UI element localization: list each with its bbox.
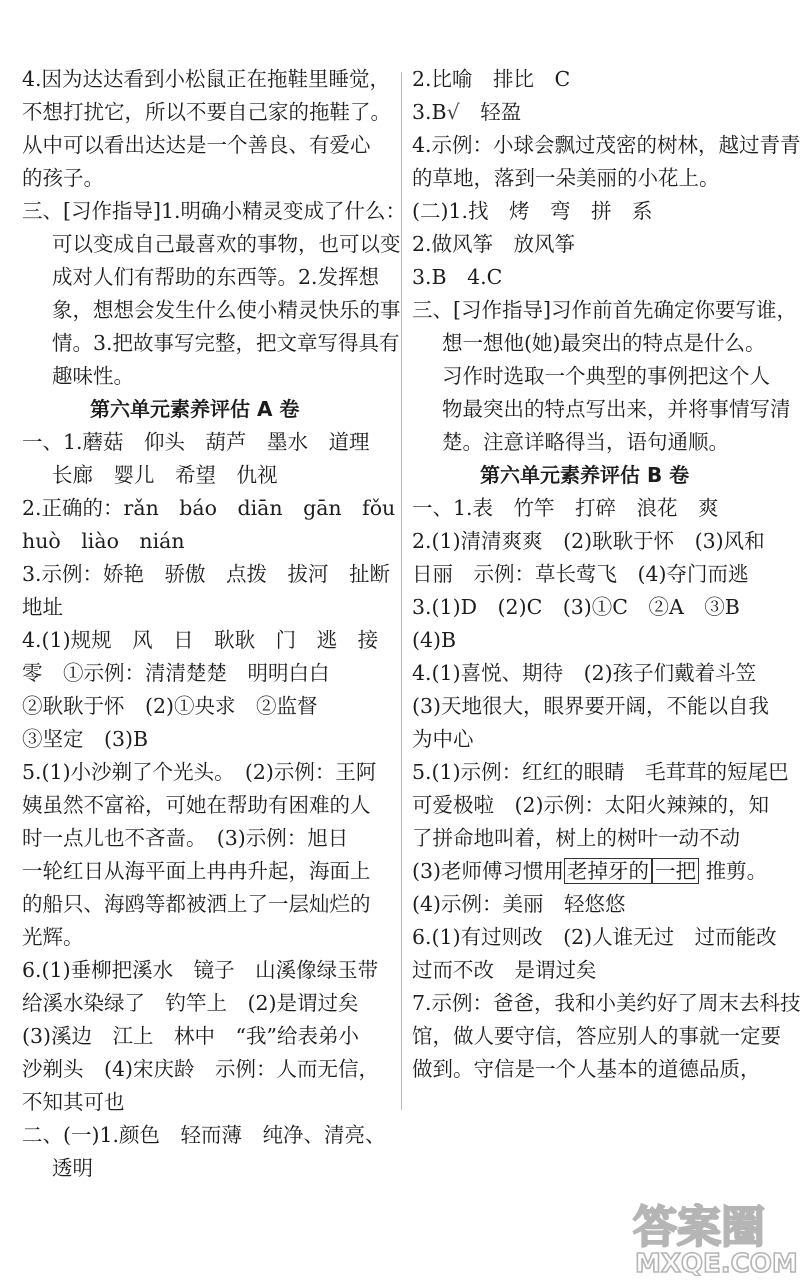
answer-text: 三、[习作指导]习作前首先确定你要写谁， — [412, 298, 797, 322]
answer-line — [22, 559, 390, 589]
answer-text: (3)溪边 江上 林中 “我”给表弟小 — [22, 1024, 359, 1048]
answer-line — [412, 64, 570, 94]
answer-line — [52, 295, 401, 325]
answer-line — [22, 757, 376, 787]
answer-text: 日丽 示例：草长莺飞 (4)夺门而逃 — [412, 562, 749, 586]
answer-text: 3.(1)D (2)C (3)①C ②A ③B — [412, 595, 740, 619]
answer-line — [22, 922, 84, 952]
answer-text: 4.(1)喜悦、期待 (2)孩子们戴着斗笠 — [412, 661, 757, 685]
answer-line — [22, 955, 378, 985]
answer-text: 4.因为达达看到小松鼠正在拖鞋里睡觉， — [22, 67, 391, 91]
answer-line — [412, 922, 777, 952]
answer-line — [22, 1120, 386, 1150]
answer-text: 不想打扰它，所以不要自己家的拖鞋了。 — [22, 100, 391, 124]
answer-text: 2.正确的：rǎn báo diān gān fǒu — [22, 496, 396, 520]
answer-line — [22, 64, 390, 94]
answer-line — [22, 130, 371, 160]
answer-line — [442, 328, 766, 358]
answer-text: 三、[习作指导]1.明确小精灵变成了什么： — [22, 199, 407, 223]
answer-line — [412, 988, 801, 1018]
answer-text: ③坚定 (3)B — [22, 727, 149, 751]
answer-text: 7.示例：爸爸，我和小美约好了周末去科技 — [412, 991, 801, 1015]
answer-line — [22, 163, 104, 193]
answer-line — [412, 229, 575, 259]
answer-text: 6.(1)垂柳把溪水 镜子 山溪像绿玉带 — [22, 958, 379, 982]
answer-line — [22, 196, 406, 226]
answer-line — [22, 988, 359, 1018]
answer-text: 二、(一)1.颜色 轻而薄 纯净、清亮、 — [22, 1123, 386, 1147]
answer-text: 一、1.蘑菇 仰头 葫芦 墨水 道理 — [22, 430, 370, 454]
answer-text: 第六单元素养评估 B 卷 — [480, 463, 690, 487]
answer-line — [22, 691, 318, 721]
answer-text: 沙剃头 (4)宋庆龄 示例：人而无信， — [22, 1057, 380, 1081]
answer-text: 成对人们有帮助的东西等。2.发挥想 — [52, 265, 380, 289]
answer-text: huò liào nián — [22, 529, 185, 553]
answer-line — [22, 1021, 359, 1051]
answer-line — [412, 526, 765, 556]
answer-text: 4.示例：小球会飘过茂密的树林，越过青青 — [412, 133, 801, 157]
answer-line — [442, 394, 791, 424]
section-heading — [90, 394, 299, 424]
answer-line — [412, 724, 474, 754]
answer-text: 做到。守信是一个人基本的道德品质， — [412, 1057, 761, 1081]
answer-text: (3)老师傅习惯用 — [412, 859, 565, 883]
answer-text: 时一点儿也不吝啬。 (3)示例：旭日 — [22, 826, 349, 850]
answer-text: 的孩子。 — [22, 166, 104, 190]
answer-text: 4.(1)规规 风 日 耿耿 门 逃 接 — [22, 628, 379, 652]
answer-text: 不知其可也 — [22, 1090, 125, 1114]
boxed-word: 老掉牙的 — [564, 858, 652, 884]
answer-text: (4)示例：美丽 轻悠悠 — [412, 892, 626, 916]
answer-line — [22, 625, 378, 655]
answer-line — [412, 658, 756, 688]
answer-line — [52, 1153, 93, 1183]
answer-text: 过而不改 是谓过矣 — [412, 958, 597, 982]
check-mark: √ — [446, 100, 460, 124]
answer-line — [442, 427, 729, 457]
answer-line — [22, 97, 391, 127]
answer-line — [52, 262, 379, 292]
watermark-bottom-text: MXQE.COM — [635, 1249, 798, 1276]
answer-text: ②耿耿于怀 (2)①央求 ②监督 — [22, 694, 318, 718]
answer-text: (4)B — [412, 628, 457, 652]
answer-text: 5.(1)小沙剃了个光头。 (2)示例：王阿 — [22, 760, 377, 784]
answer-line — [22, 889, 371, 919]
column-divider — [401, 72, 402, 1110]
answer-line — [412, 856, 767, 886]
answer-text: 第六单元素养评估 A 卷 — [90, 397, 300, 421]
answer-line — [412, 130, 801, 160]
answer-line — [412, 559, 749, 589]
answer-text: 2.比喻 排比 C — [412, 67, 571, 91]
answer-line — [52, 328, 400, 358]
answer-text: 5.(1)示例：红红的眼睛 毛茸茸的短尾巴 — [412, 760, 789, 784]
answer-line — [412, 823, 740, 853]
answer-line — [22, 823, 348, 853]
answer-text: 的船只、海鸥等都被洒上了一层灿烂的 — [22, 892, 371, 916]
answer-text: 光辉。 — [22, 925, 84, 949]
watermark-top-text: 答案圈 — [633, 1202, 765, 1253]
answer-line — [52, 361, 134, 391]
answer-line — [412, 757, 789, 787]
answer-text: 物最突出的特点写出来，并将事情写清 — [442, 397, 791, 421]
answer-text: 2.做风筝 放风筝 — [412, 232, 576, 256]
answer-text: 趣味性。 — [52, 364, 134, 388]
answer-line — [22, 658, 330, 688]
answer-line — [22, 856, 371, 886]
answer-text: 3.示例：娇艳 骄傲 点拨 拔河 扯断 — [22, 562, 391, 586]
answer-text-tail: 轻盈 — [459, 100, 522, 124]
answer-line — [442, 361, 770, 391]
answer-line — [412, 955, 597, 985]
answer-text: 6.(1)有过则改 (2)人谁无过 过而能改 — [412, 925, 777, 949]
answer-text: 一、1.表 竹竿 打碎 浪花 爽 — [412, 496, 719, 520]
answer-text: 楚。注意详略得当，语句通顺。 — [442, 430, 729, 454]
answer-line — [22, 724, 148, 754]
answer-line — [412, 625, 456, 655]
answer-line — [412, 1021, 781, 1051]
answer-line — [52, 460, 278, 490]
answer-text: 了拼命地叫着，树上的树叶一动不动 — [412, 826, 740, 850]
answer-line — [412, 1054, 761, 1084]
answer-text: 3.B 4.C — [412, 265, 503, 289]
answer-text: 2.(1)清清爽爽 (2)耿耿于怀 (3)风和 — [412, 529, 765, 553]
answer-line — [412, 196, 653, 226]
answer-line — [412, 592, 740, 622]
answer-line — [22, 1087, 125, 1117]
answer-text: 的草地，落到一朵美丽的小花上。 — [412, 166, 720, 190]
answer-text: 从中可以看出达达是一个善良、有爱心 — [22, 133, 371, 157]
answer-text: 为中心 — [412, 727, 474, 751]
answer-line — [52, 229, 401, 259]
answer-text: 零 ①示例：清清楚楚 明明白白 — [22, 661, 330, 685]
answer-line — [22, 427, 370, 457]
answer-text: 一轮红日从海平面上冉冉升起，海面上 — [22, 859, 371, 883]
answer-line — [412, 262, 502, 292]
answer-text-tail: 推剪。 — [699, 859, 768, 883]
answer-text: 地址 — [22, 595, 63, 619]
answer-line — [22, 790, 371, 820]
answer-text: 可爱极啦 (2)示例：太阳火辣辣的，知 — [412, 793, 770, 817]
answer-text: (3)天地很大，眼界要开阔，不能以自我 — [412, 694, 770, 718]
answer-text: 可以变成自己最喜欢的事物，也可以变 — [52, 232, 401, 256]
answer-text: 情。3.把故事写完整，把文章写得具有 — [52, 331, 400, 355]
answer-text: 馆，做人要守信，答应别人的事就一定要 — [412, 1024, 781, 1048]
answer-line — [22, 1054, 379, 1084]
answer-line — [22, 493, 395, 523]
answer-text: (二)1.找 烤 弯 拼 系 — [412, 199, 653, 223]
answer-line — [412, 691, 769, 721]
answer-line — [412, 97, 521, 127]
answer-text: 想一想他(她)最突出的特点是什么。 — [442, 331, 766, 355]
answer-line — [412, 790, 769, 820]
answer-text: 长廊 婴儿 希望 仇视 — [52, 463, 278, 487]
watermark-logo — [625, 1190, 805, 1276]
answer-text: 姨虽然不富裕，可她在帮助有困难的人 — [22, 793, 371, 817]
answer-text: 习作时选取一个典型的事例把这个人 — [442, 364, 770, 388]
answer-text: 透明 — [52, 1156, 93, 1180]
answer-line — [412, 493, 719, 523]
section-heading — [480, 460, 689, 490]
answer-text: 给溪水染绿了 钓竿上 (2)是谓过矣 — [22, 991, 359, 1015]
boxed-word: 一把 — [652, 858, 699, 884]
answer-line — [412, 889, 626, 919]
answer-text: 象，想想会发生什么使小精灵快乐的事 — [52, 298, 401, 322]
answer-line — [412, 163, 720, 193]
answer-line — [22, 526, 185, 556]
answer-text: 3.B — [412, 100, 447, 124]
answer-line — [412, 295, 797, 325]
answer-line — [22, 592, 63, 622]
